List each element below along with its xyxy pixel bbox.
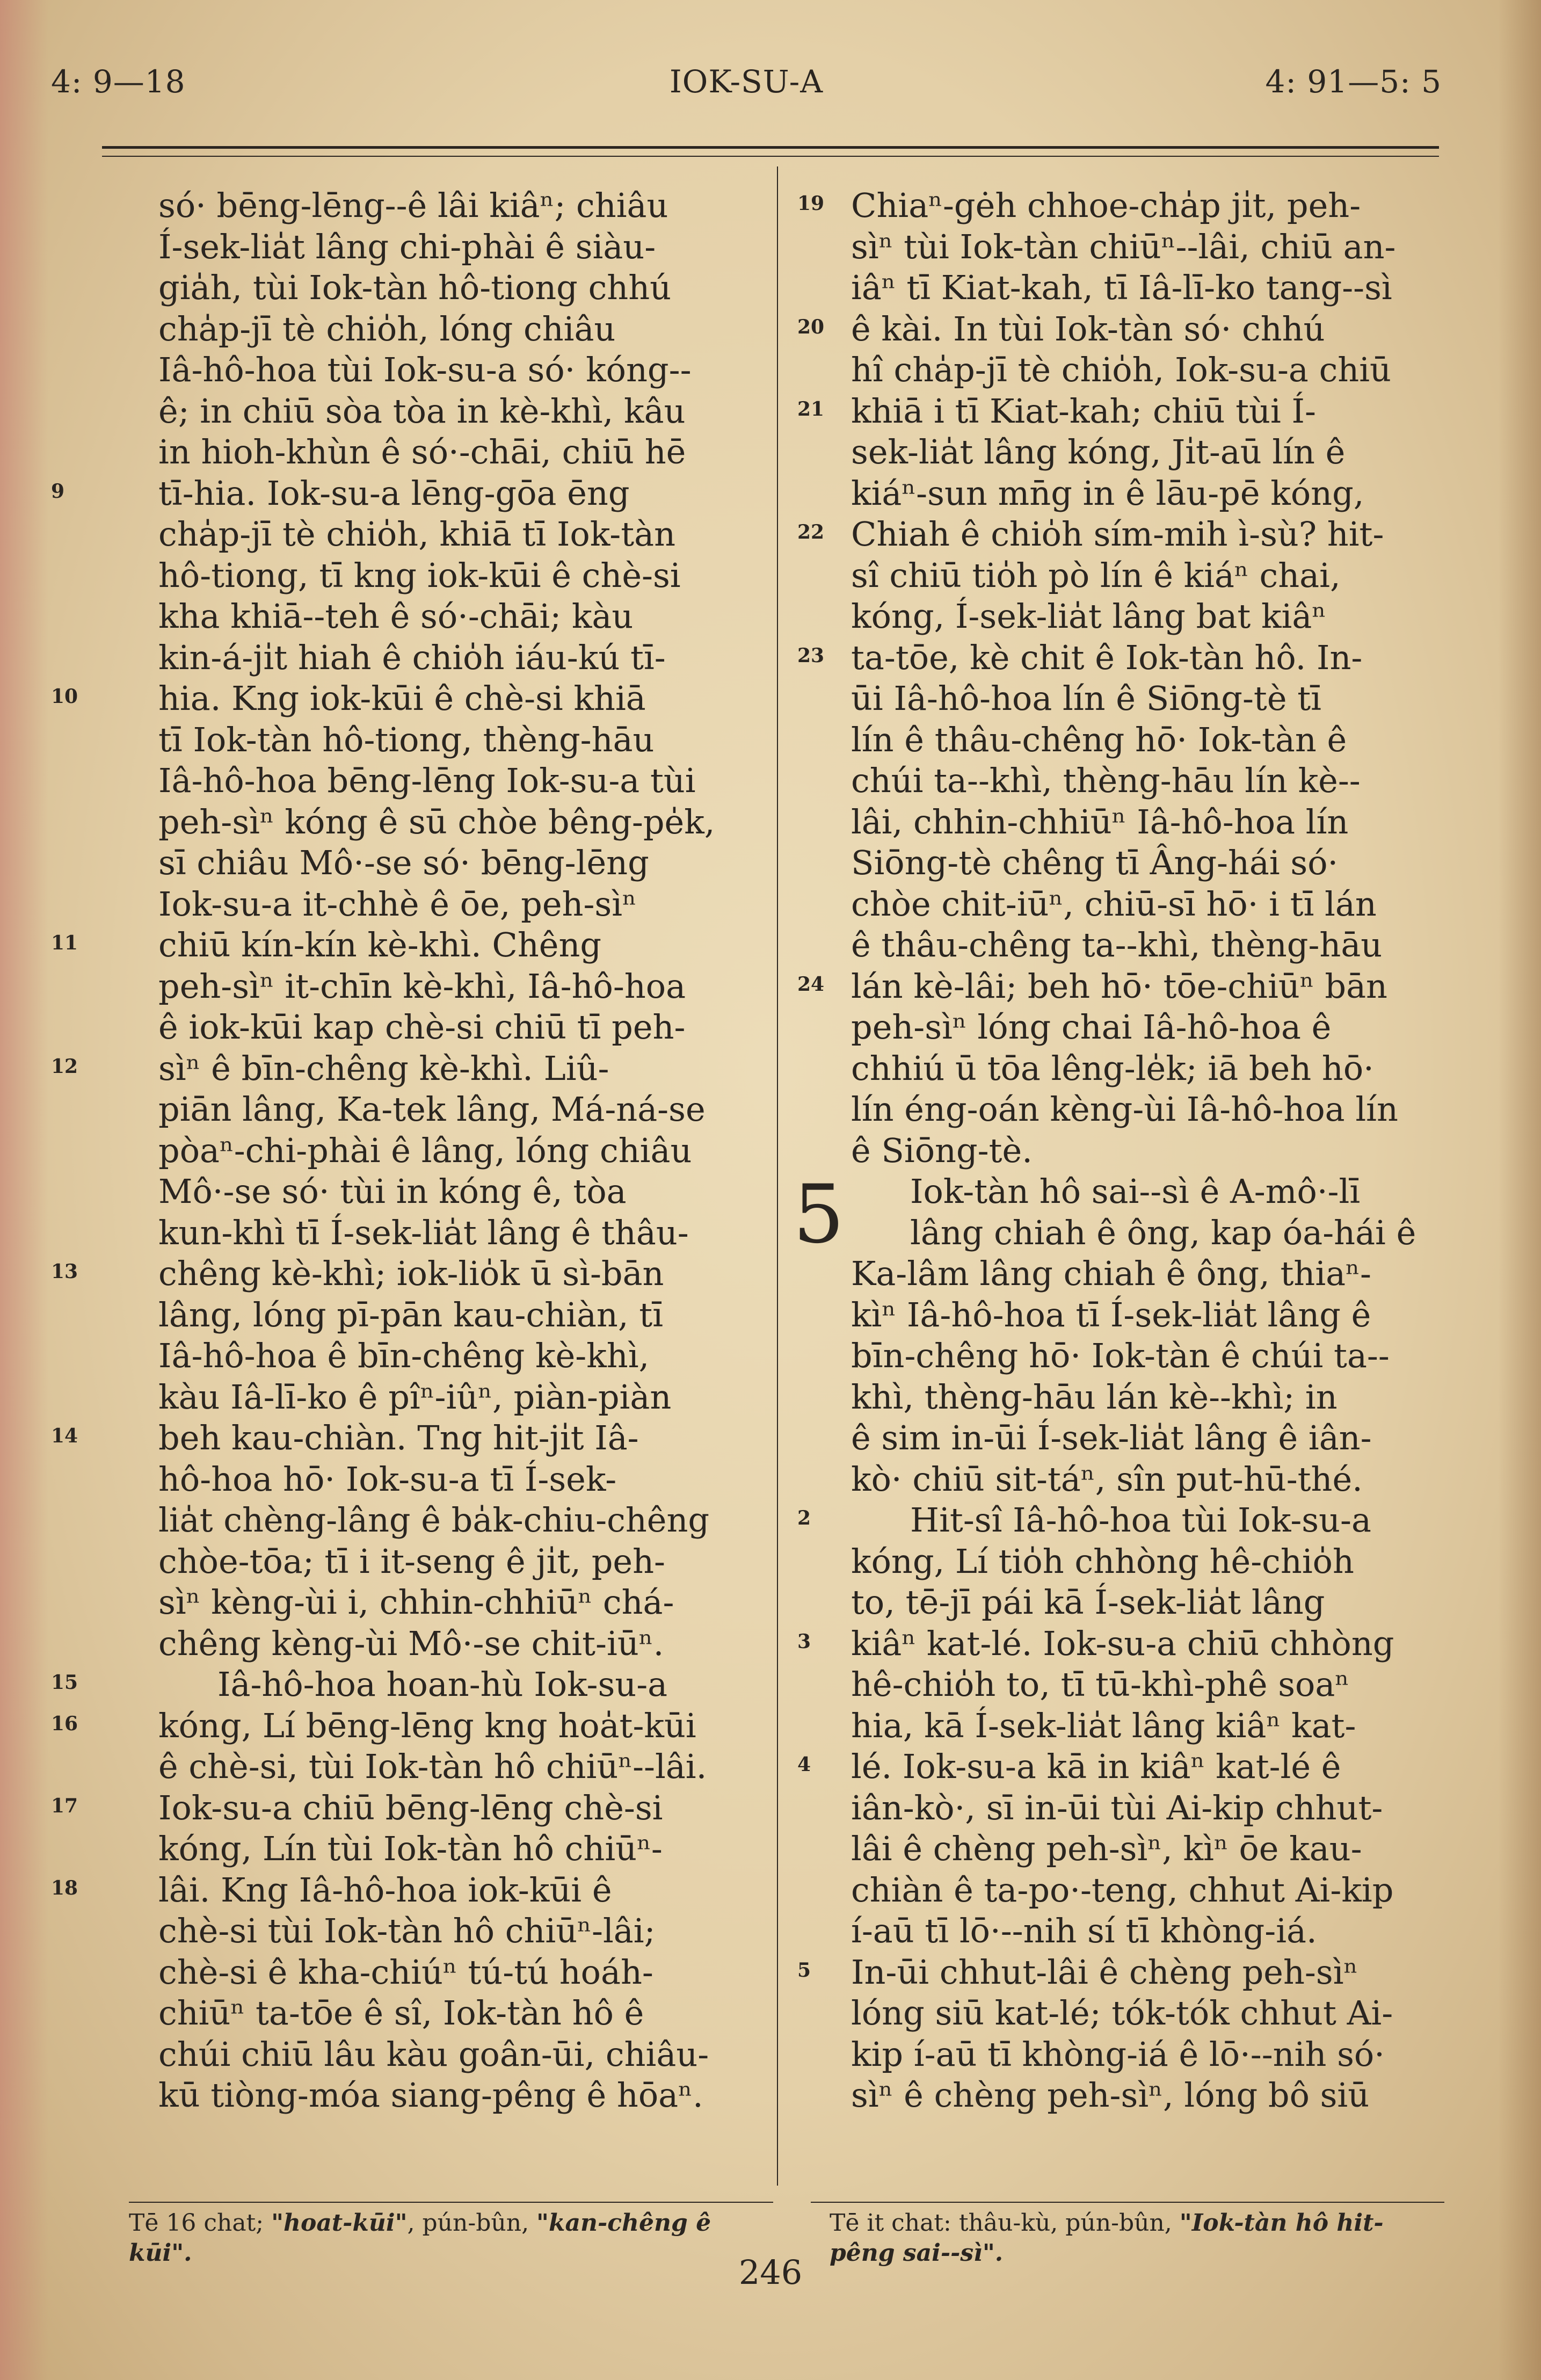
- text-line: [158, 1213, 757, 1254]
- footnote-left-text-2: , pún-bûn,: [407, 2209, 537, 2237]
- line-text: sìⁿ ê bīn-chêng kè-khì. Liû-: [158, 1048, 609, 1088]
- line-text: Iâ-hô-hoa tùi Iok-su-a só· kóng--: [158, 350, 692, 389]
- verse-number: 21: [797, 397, 825, 420]
- line-text: hî cha̍p-jī tè chio̍h, Iok-su-a chiū: [851, 350, 1391, 389]
- text-line: [851, 678, 1450, 720]
- text-line: [158, 1993, 757, 2034]
- line-text: peh-sìⁿ lóng chai Iâ-hô-hoa ê: [851, 1007, 1332, 1047]
- text-line: [851, 1007, 1450, 1048]
- line-text: ê kài. In tùi Iok-tàn só· chhú: [851, 309, 1325, 349]
- text-line: [851, 473, 1450, 514]
- text-line: [158, 2075, 757, 2116]
- line-text: sek-lia̍t lâng kóng, Ji̍t-aū lín ê: [851, 432, 1346, 471]
- line-text: kóng, Lí tio̍h chhòng hê-chio̍h: [851, 1541, 1354, 1581]
- text-line: [158, 760, 757, 802]
- line-text: chhiú ū tōa lêng-le̍k; iā beh hō·: [851, 1048, 1374, 1088]
- text-line: [851, 760, 1450, 802]
- right-column: [793, 185, 1450, 2116]
- verse-number: 19: [797, 192, 825, 215]
- line-text: Iok-su-a chiū bēng-lēng chè-si: [158, 1788, 663, 1827]
- text-line: [851, 1089, 1450, 1130]
- text-line: [51, 1870, 757, 1911]
- footnote-left-term-2: "kan-chêng ê kūi".: [129, 2209, 711, 2267]
- line-text: Ka-lâm lâng chiah ê ông, thiaⁿ-: [851, 1254, 1371, 1293]
- text-line: [158, 555, 757, 597]
- line-text: lâi. Kng Iâ-hô-hoa iok-kūi ê: [158, 1870, 612, 1910]
- chapter-number: 5: [793, 1168, 845, 1261]
- text-line: [797, 1952, 1450, 1993]
- line-text: lia̍t chèng-lâng ê ba̍k-chiu-chêng: [158, 1500, 710, 1540]
- line-text: chúi ta--khì, thèng-hāu lín kè--: [851, 761, 1361, 800]
- line-text: kin-á-ji̍t hiah ê chio̍h iáu-kú tī-: [158, 637, 666, 677]
- header-rule-thin: [102, 156, 1439, 157]
- text-line: [158, 2034, 757, 2076]
- text-line: [158, 720, 757, 761]
- line-text: kàu Iâ-lī-ko ê pîⁿ-iûⁿ, piàn-piàn: [158, 1377, 672, 1417]
- text-line: [158, 391, 757, 432]
- line-text: pòaⁿ-chi-phài ê lâng, lóng chiâu: [158, 1130, 692, 1170]
- text-line: [851, 720, 1450, 761]
- footnote-rule-left: [129, 2202, 773, 2203]
- footnote-right-term: "Iok-tàn hô hit-pêng sai--sì".: [830, 2209, 1384, 2267]
- text-line: [851, 1377, 1450, 1418]
- text-line: [158, 227, 757, 268]
- line-text: só· bēng-lēng--ê lâi kiâⁿ; chiâu: [158, 186, 668, 225]
- text-line: [158, 596, 757, 637]
- line-text: kóng, Lín tùi Iok-tàn hô chiūⁿ-: [158, 1829, 663, 1868]
- line-text: ūi Iâ-hô-hoa lín ê Siōng-tè tī: [851, 679, 1321, 718]
- footnote-rule-right: [811, 2202, 1444, 2203]
- line-text: peh-sìⁿ kóng ê sū chòe bêng-pe̍k,: [158, 802, 715, 841]
- line-text: kha khiā--teh ê só·-chāi; kàu: [158, 597, 634, 636]
- line-text: Mô·-se só· tùi in kóng ê, tòa: [158, 1172, 627, 1211]
- text-line: [51, 1664, 757, 1706]
- text-line: [797, 185, 1450, 227]
- text-line: [851, 555, 1450, 597]
- text-line: [158, 514, 757, 555]
- text-line: [51, 1788, 757, 1829]
- line-text: hia. Kng iok-kūi ê chè-si khiā: [158, 679, 646, 718]
- line-text: ê iok-kūi kap chè-si chiū tī peh-: [158, 1007, 686, 1047]
- text-line: [51, 1048, 757, 1090]
- line-text: ê thâu-chêng ta--khì, thèng-hāu: [851, 925, 1383, 964]
- text-line: [851, 1130, 1450, 1172]
- text-line: [851, 1541, 1450, 1583]
- text-line: [797, 1623, 1450, 1665]
- line-text: hô-tiong, tī kng iok-kūi ê chè-si: [158, 555, 681, 595]
- text-line: [797, 309, 1450, 350]
- header-book-title: IOK-SU-A: [669, 63, 824, 100]
- text-line: [851, 1418, 1450, 1459]
- verse-number: 11: [51, 932, 78, 954]
- text-line: [158, 1377, 757, 1418]
- line-text: gia̍h, tùi Iok-tàn hô-tiong chhú: [158, 268, 672, 307]
- line-text: sī chiâu Mô·-se só· bēng-lēng: [158, 843, 649, 882]
- line-text: chiū kín-kín kè-khì. Chêng: [158, 925, 602, 964]
- text-line: [158, 884, 757, 925]
- text-line: [851, 1459, 1450, 1500]
- text-line: [51, 473, 757, 514]
- line-text: sî chiū tio̍h pò lín ê kiáⁿ chai,: [851, 555, 1341, 595]
- line-text: kip í-aū tī khòng-iá ê lō·--nih só·: [851, 2034, 1385, 2074]
- line-text: lâng, lóng pī-pān kau-chiàn, tī: [158, 1295, 664, 1334]
- text-line: [158, 1911, 757, 1952]
- line-text: chòe chit-iūⁿ, chiū-sī hō· i tī lán: [851, 884, 1377, 924]
- line-text: lâng chiah ê ông, kap óa-hái ê: [910, 1213, 1416, 1252]
- verse-number: 13: [51, 1260, 78, 1283]
- line-text: Í-sek-lia̍t lâng chi-phài ê siàu-: [158, 227, 656, 266]
- header-right-reference: 4: 91—5: 5: [1265, 63, 1442, 100]
- line-text: cha̍p-jī tè chio̍h, lóng chiâu: [158, 309, 616, 349]
- text-line: [158, 432, 757, 473]
- text-line: [51, 1706, 757, 1747]
- text-line: [851, 596, 1450, 637]
- line-text: hia, kā Í-sek-lia̍t lâng kiâⁿ kat-: [851, 1706, 1356, 1745]
- text-line: [158, 1746, 757, 1788]
- line-text: cha̍p-jī tè chio̍h, khiā tī Iok-tàn: [158, 514, 675, 554]
- text-line: [158, 1500, 757, 1541]
- line-text: lóng siū kat-lé; tók-tók chhut Ai-: [851, 1993, 1393, 2033]
- text-line: [851, 267, 1450, 309]
- line-text: ê Siōng-tè.: [851, 1130, 1033, 1170]
- text-line: [797, 1746, 1450, 1788]
- text-line: [158, 843, 757, 884]
- line-text: kun-khì tī Í-sek-lia̍t lâng ê thâu-: [158, 1213, 689, 1252]
- line-text: chè-si tùi Iok-tàn hô chiūⁿ-lâi;: [158, 1911, 656, 1950]
- verse-number: 12: [51, 1055, 78, 1078]
- text-line: [158, 1828, 757, 1870]
- line-text: lín ê thâu-chêng hō· Iok-tàn ê: [851, 720, 1347, 759]
- line-text: kiâⁿ kat-lé. Iok-su-a chiū chhòng: [851, 1623, 1394, 1663]
- line-text: kò· chiū sit-táⁿ, sîn put-hū-thé.: [851, 1459, 1363, 1499]
- text-line: [851, 802, 1450, 843]
- line-text: hê-chio̍h to, tī tū-khì-phê soaⁿ: [851, 1665, 1350, 1704]
- line-text: iân-kò·, sī in-ūi tùi Ai-kip chhut-: [851, 1788, 1383, 1827]
- line-text: Iâ-hô-hoa bēng-lēng Iok-su-a tùi: [158, 761, 696, 800]
- line-text: chúi chiū lâu kàu goân-ūi, chiâu-: [158, 2034, 709, 2074]
- verse-number: 10: [51, 685, 78, 708]
- verse-number: 22: [797, 521, 825, 543]
- text-line: [51, 678, 757, 720]
- line-text: ê chè-si, tùi Iok-tàn hô chiūⁿ--lâi.: [158, 1747, 707, 1786]
- line-text: Chiaⁿ-gėh chhoe-cha̍p ji̍t, peh-: [851, 186, 1361, 225]
- line-text: sìⁿ kèng-ùi i, chhin-chhiūⁿ chá-: [158, 1583, 674, 1622]
- line-text: lâi, chhin-chhiūⁿ Iâ-hô-hoa lín: [851, 802, 1349, 841]
- line-text: chêng kèng-ùi Mô·-se chit-iūⁿ.: [158, 1623, 664, 1663]
- text-line: [158, 1130, 757, 1172]
- footnote-left-text: Tē 16 chat;: [129, 2209, 272, 2237]
- line-text: chiàn ê ta-po·-teng, chhut Ai-kip: [851, 1870, 1394, 1910]
- text-line: [851, 1664, 1450, 1706]
- text-line: [851, 1870, 1450, 1911]
- text-line: [851, 350, 1450, 391]
- line-text: chòe-tōa; tī i it-seng ê ji̍t, peh-: [158, 1541, 665, 1581]
- text-line: [158, 1336, 757, 1377]
- verse-number: 20: [797, 315, 825, 338]
- text-line: [158, 1007, 757, 1048]
- line-text: sìⁿ tùi Iok-tàn chiūⁿ--lâi, chiū an-: [851, 227, 1396, 266]
- text-line: [51, 1418, 757, 1459]
- line-text: khì, thèng-hāu lán kè--khì; in: [851, 1377, 1338, 1417]
- verse-number: 17: [51, 1794, 78, 1817]
- line-text: piān lâng, Ka-tek lâng, Má-ná-se: [158, 1090, 706, 1129]
- text-line: [851, 1706, 1450, 1747]
- text-line: [851, 1213, 1450, 1254]
- text-line: [851, 843, 1450, 884]
- line-text: lé. Iok-su-a kā in kiâⁿ kat-lé ê: [851, 1747, 1341, 1786]
- text-line: [851, 1582, 1450, 1623]
- text-line: [158, 1952, 757, 1993]
- line-text: Iok-tàn hô sai--sì ê A-mô·-lī: [910, 1172, 1361, 1211]
- text-line: [797, 966, 1450, 1007]
- line-text: kiáⁿ-sun mn̄g in ê lāu-pē kóng,: [851, 473, 1364, 513]
- verse-number: 16: [51, 1712, 78, 1735]
- verse-number: 23: [797, 644, 825, 667]
- line-text: Iâ-hô-hoa ê bīn-chêng kè-khì,: [158, 1336, 650, 1375]
- text-line: [797, 514, 1450, 555]
- line-text: lín éng-oán kèng-ùi Iâ-hô-hoa lín: [851, 1090, 1398, 1129]
- line-text: tī Iok-tàn hô-tiong, thèng-hāu: [158, 720, 655, 759]
- text-line: [851, 2075, 1450, 2116]
- text-line: [851, 227, 1450, 268]
- text-line: [851, 1336, 1450, 1377]
- text-line: [158, 966, 757, 1007]
- text-line: [158, 637, 757, 679]
- text-line: [51, 1253, 757, 1295]
- line-text: Iâ-hô-hoa hoan-hù Iok-su-a: [217, 1665, 668, 1704]
- footnote-right-text: Tē it chat: thâu-kù, pún-bûn,: [830, 2209, 1180, 2237]
- text-line: [797, 391, 1450, 432]
- line-text: In-ūi chhut-lâi ê chèng peh-sìⁿ: [851, 1952, 1358, 1992]
- line-text: kìⁿ Iâ-hô-hoa tī Í-sek-lia̍t lâng ê: [851, 1295, 1371, 1334]
- line-text: ê; in chiū sòa tòa in kè-khì, kâu: [158, 391, 686, 431]
- text-line: [158, 267, 757, 309]
- verse-number: 2: [797, 1507, 811, 1529]
- line-text: to, tē-jī pái kā Í-sek-lia̍t lâng: [851, 1583, 1325, 1622]
- text-line: [851, 1788, 1450, 1829]
- header-rule-thick: [102, 146, 1439, 149]
- line-text: Siōng-tè chêng tī Âng-hái só·: [851, 843, 1339, 882]
- text-line: [851, 1048, 1450, 1090]
- page-edge-shadow: [1498, 0, 1541, 2380]
- text-line: [851, 1828, 1450, 1870]
- text-line: [851, 1295, 1450, 1336]
- line-text: Hit-sî Iâ-hô-hoa tùi Iok-su-a: [910, 1500, 1371, 1540]
- line-text: kóng, Lí bēng-lēng kng hoa̍t-kūi: [158, 1706, 696, 1745]
- text-line: [851, 1993, 1450, 2034]
- text-line: [158, 1089, 757, 1130]
- line-text: ta-tōe, kè chit ê Iok-tàn hô. In-: [851, 637, 1363, 677]
- line-text: lán kè-lâi; beh hō· tōe-chiūⁿ bān: [851, 966, 1387, 1006]
- line-text: bīn-chêng hō· Iok-tàn ê chúi ta--: [851, 1336, 1390, 1375]
- verse-number: 24: [797, 973, 825, 996]
- text-line: [158, 185, 757, 227]
- line-text: lâi ê chèng peh-sìⁿ, kìⁿ ōe kau-: [851, 1829, 1362, 1868]
- text-line: [158, 1582, 757, 1623]
- text-line: [51, 925, 757, 966]
- text-line: [158, 1541, 757, 1583]
- text-line: [158, 309, 757, 350]
- page-edge-stain: [0, 0, 48, 2380]
- page-number: 246: [738, 2253, 803, 2292]
- text-line: [851, 925, 1450, 966]
- verse-number: 3: [797, 1630, 811, 1653]
- line-text: sìⁿ ê chèng peh-sìⁿ, lóng bô siū: [851, 2076, 1370, 2115]
- text-line: [158, 350, 757, 391]
- text-line: [851, 884, 1450, 925]
- line-text: Iok-su-a it-chhè ê ōe, peh-sìⁿ: [158, 884, 637, 924]
- text-line: [851, 432, 1450, 473]
- line-text: kū tiòng-móa siang-pêng ê hōaⁿ.: [158, 2076, 703, 2115]
- line-text: í-aū tī lō·--nih sí tī khòng-iá.: [851, 1911, 1317, 1950]
- verse-number: 14: [51, 1425, 78, 1447]
- line-text: chiūⁿ ta-tōe ê sî, Iok-tàn hô ê: [158, 1993, 644, 2033]
- line-text: ê sim in-ūi Í-sek-lia̍t lâng ê iân-: [851, 1418, 1372, 1457]
- left-column: [51, 185, 757, 2116]
- verse-number: 18: [51, 1876, 78, 1899]
- footnote-left-term: "hoat-kūi": [271, 2209, 408, 2237]
- line-text: chè-si ê kha-chiúⁿ tú-tú hoáh-: [158, 1952, 653, 1992]
- line-text: peh-sìⁿ it-chīn kè-khì, Iâ-hô-hoa: [158, 966, 686, 1006]
- text-line: [851, 2034, 1450, 2076]
- line-text: tī-hia. Iok-su-a lēng-gōa ēng: [158, 473, 630, 513]
- column-divider: [777, 166, 778, 2186]
- verse-number: 4: [797, 1753, 811, 1776]
- text-line: [851, 1253, 1450, 1295]
- verse-number: 5: [797, 1958, 811, 1982]
- line-text: khiā i tī Kiat-kah; chiū tùi Í-: [851, 391, 1316, 431]
- text-line: [158, 1295, 757, 1336]
- line-text: chêng kè-khì; iok-lio̍k ū sì-bān: [158, 1254, 664, 1293]
- line-text: beh kau-chiàn. Tng hit-ji̍t Iâ-: [158, 1418, 639, 1457]
- line-text: in hioh-khùn ê só·-chāi, chiū hē: [158, 432, 686, 471]
- line-text: kóng, Í-sek-lia̍t lâng bat kiâⁿ: [851, 597, 1327, 636]
- running-header: [51, 63, 1442, 112]
- line-text: hô-hoa hō· Iok-su-a tī Í-sek-: [158, 1459, 617, 1499]
- text-line: [158, 1623, 757, 1665]
- verse-number: 15: [51, 1671, 78, 1694]
- header-left-reference: 4: 9—18: [51, 63, 186, 100]
- text-line: [797, 1500, 1450, 1541]
- text-line: [158, 1459, 757, 1500]
- text-line: [158, 1171, 757, 1213]
- text-line: [851, 1911, 1450, 1952]
- text-line: [797, 637, 1450, 679]
- text-line: [158, 802, 757, 843]
- line-text: iâⁿ tī Kiat-kah, tī Iâ-lī-ko tang--sì: [851, 268, 1392, 307]
- verse-number: 9: [51, 480, 65, 503]
- line-text: Chiah ê chio̍h sím-mih ì-sù? hit-: [851, 514, 1384, 554]
